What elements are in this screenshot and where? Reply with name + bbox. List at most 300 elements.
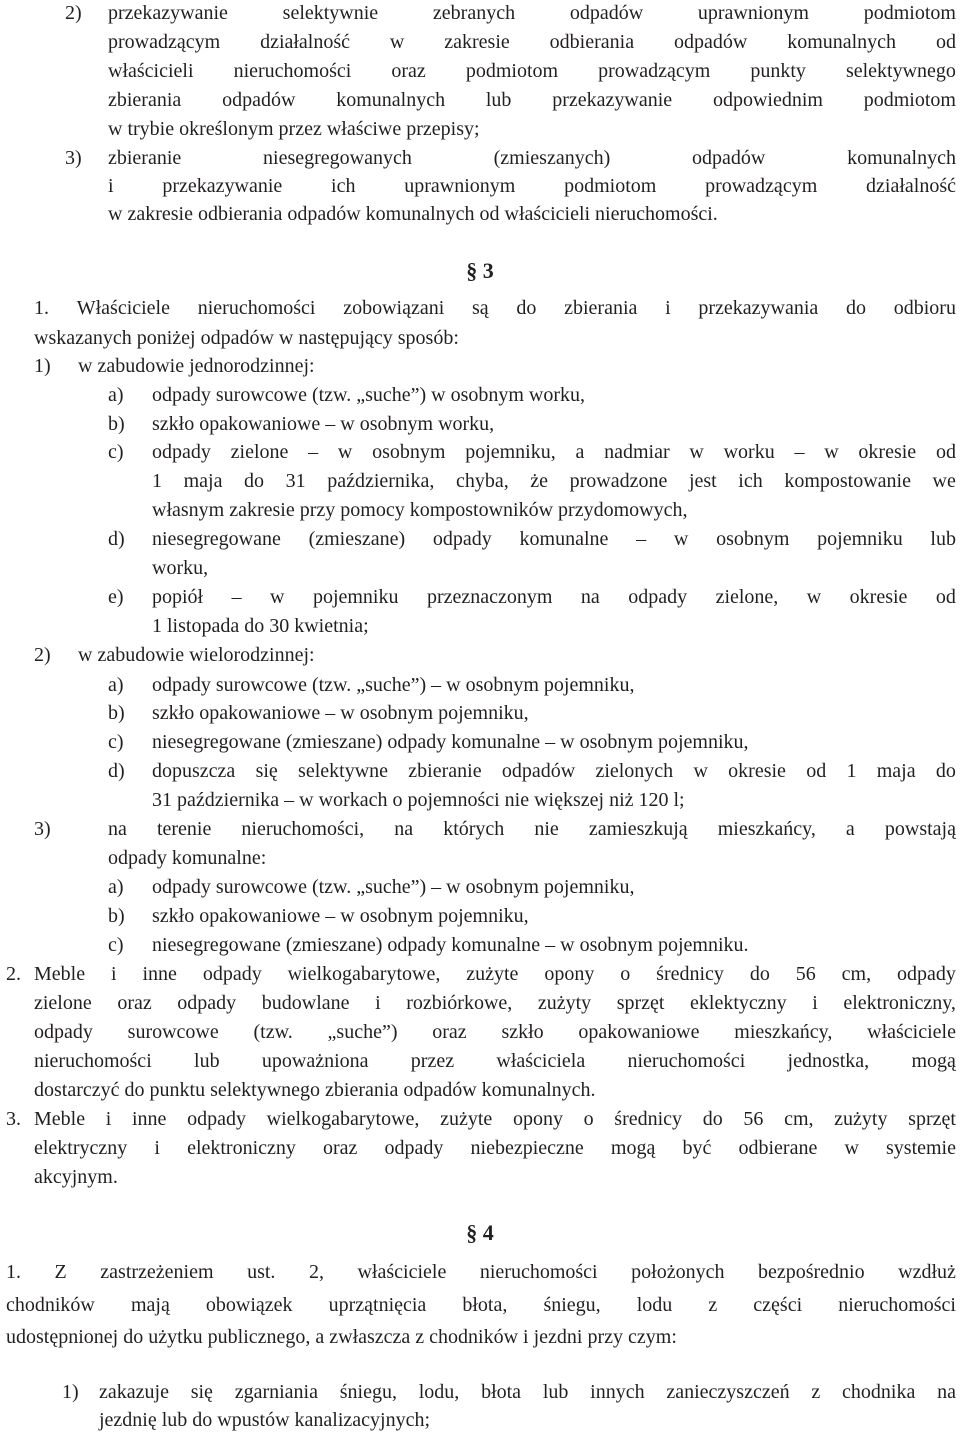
- word: oraz: [432, 1021, 467, 1043]
- word: lub: [542, 1381, 569, 1403]
- line-text: dostarczyć do punktu selektywnego zbierania odpadów komunalnych.: [34, 1079, 596, 1101]
- text-line: [152, 410, 752, 439]
- word: obowiązek: [205, 1294, 293, 1316]
- word: odpadów: [673, 31, 748, 53]
- word: zużyty: [834, 1108, 888, 1130]
- text-line: [34, 1134, 956, 1163]
- word: i: [154, 1137, 160, 1159]
- word: właściciele: [867, 1021, 956, 1043]
- word: o: [620, 963, 631, 985]
- word: Meble: [34, 963, 86, 985]
- section-4-heading: [400, 1218, 560, 1247]
- text-line: [152, 612, 956, 641]
- word: budowlane: [261, 992, 350, 1014]
- item-2-marker: 2): [65, 2, 82, 24]
- word: w: [689, 441, 704, 463]
- text-line: [152, 699, 852, 728]
- word: zamieszkują: [588, 818, 688, 840]
- word: dopuszcza: [152, 760, 236, 782]
- word: działalność: [866, 175, 956, 197]
- word: zebranych: [432, 2, 516, 24]
- line-text: w trybie określonym przez właściwe przepisy;: [108, 118, 480, 140]
- word: odpady: [187, 1108, 246, 1130]
- word: być: [682, 1137, 712, 1159]
- sub2-marker: 2): [34, 644, 51, 666]
- word: chodnika: [842, 1381, 916, 1403]
- word: mają: [130, 1294, 170, 1316]
- text-line: [152, 728, 912, 757]
- word: działalność: [260, 31, 351, 53]
- text-line: [6, 1291, 956, 1320]
- word: sprzęt: [616, 992, 665, 1014]
- word: odbierane: [738, 1137, 818, 1159]
- word: punkty: [750, 60, 806, 82]
- word: uprawnionym: [404, 175, 516, 197]
- list-marker: e): [108, 586, 124, 608]
- word: na: [580, 586, 600, 608]
- word: przekazywanie: [552, 89, 673, 111]
- word: od: [935, 586, 956, 608]
- sec4-sub1-marker: 1): [62, 1381, 79, 1403]
- word: inne: [132, 1108, 167, 1130]
- word: 56: [795, 963, 816, 985]
- word: pojemniku: [312, 586, 399, 608]
- text-line: [108, 57, 956, 86]
- word: błota,: [462, 1294, 508, 1316]
- list-marker: d): [108, 760, 125, 782]
- p3-marker: 3.: [6, 1108, 21, 1130]
- word: komunalnych: [847, 147, 956, 169]
- word: zbierania: [564, 297, 638, 319]
- word: w: [389, 31, 405, 53]
- word: elektroniczny,: [843, 992, 956, 1014]
- word: –: [231, 586, 242, 608]
- word: oraz: [117, 992, 152, 1014]
- word: do: [935, 760, 956, 782]
- word: pojemniku,: [465, 441, 556, 463]
- word: ich: [331, 175, 356, 197]
- line-text: wskazanych poniżej odpadów w następujący sposób:: [34, 327, 459, 349]
- word: jest: [688, 470, 717, 492]
- word: –: [794, 441, 805, 463]
- text-line: [152, 671, 852, 700]
- text-line: [108, 172, 956, 201]
- word: selektywne: [298, 760, 389, 782]
- word: wzdłuż: [898, 1261, 956, 1283]
- text-line: [34, 1047, 956, 1076]
- word: zielone,: [715, 586, 779, 608]
- word: do: [516, 297, 537, 319]
- word: odpadów: [569, 2, 644, 24]
- word: okresie: [858, 441, 917, 463]
- word: Z: [54, 1261, 67, 1283]
- line-text: udostępnionej do użytku publicznego, a zwłaszcza z chodników i jezdni przy czym:: [6, 1326, 677, 1348]
- word: pojemniku: [817, 528, 903, 550]
- word: ich: [738, 470, 763, 492]
- word: odpady: [34, 1021, 93, 1043]
- p2-marker: 2.: [6, 963, 21, 985]
- word: opony: [544, 963, 595, 985]
- line-text: 1 listopada do 30 kwietnia;: [152, 615, 369, 637]
- word: właścicieli: [108, 60, 194, 82]
- word: terenie: [156, 818, 212, 840]
- word: przeznaczonym: [426, 586, 553, 608]
- word: nieruchomości,: [241, 818, 365, 840]
- word: komunalne: [519, 528, 609, 550]
- text-line: [152, 757, 956, 786]
- word: mogą: [911, 1050, 956, 1072]
- text-line: [34, 1076, 956, 1105]
- word: właściciela: [496, 1050, 586, 1072]
- word: zużyty: [537, 992, 592, 1014]
- word: części: [753, 1294, 803, 1316]
- word: innych: [590, 1381, 645, 1403]
- word: się: [190, 1381, 213, 1403]
- word: niebezpieczne: [470, 1137, 584, 1159]
- word: na: [108, 818, 127, 840]
- word: w: [824, 441, 839, 463]
- word: eklektyczny: [690, 992, 787, 1014]
- word: przekazywania: [698, 297, 819, 319]
- word: o: [583, 1108, 594, 1130]
- line-text: akcyjnym.: [34, 1166, 118, 1188]
- text-line: [152, 786, 956, 815]
- text-line: [6, 1258, 956, 1287]
- word: maja: [876, 760, 916, 782]
- word: 31: [285, 470, 306, 492]
- word: nie: [534, 818, 559, 840]
- word: –: [636, 528, 647, 550]
- line-text: jezdnię lub do wpustów kanalizacyjnych;: [99, 1409, 431, 1431]
- word: odpady: [177, 992, 237, 1014]
- word: zanieczyszczeń: [666, 1381, 790, 1403]
- word: selektywnie: [282, 2, 379, 24]
- word: są: [471, 297, 489, 319]
- line-text: niesegregowane (zmieszane) odpady komunalne – w osobnym pojemniku,: [152, 731, 749, 753]
- word: nieruchomości: [34, 1050, 152, 1072]
- sub3-marker: 3): [34, 818, 51, 840]
- word: odpadów: [501, 760, 576, 782]
- text-line: [152, 525, 956, 554]
- text-line: [34, 960, 956, 989]
- word: i: [375, 992, 381, 1014]
- line-text: 31 października – w workach o pojemności nie większej niż 120 l;: [152, 789, 685, 811]
- word: do: [244, 470, 265, 492]
- sub1-marker: 1): [34, 355, 51, 377]
- line-text: odpady surowcowe (tzw. „suche”) – w osobnym pojemniku,: [152, 674, 635, 696]
- word: (zmieszane): [308, 528, 406, 550]
- word: właściciele: [357, 1261, 447, 1283]
- word: komunalnych: [336, 89, 446, 111]
- word: nieruchomości: [627, 1050, 746, 1072]
- word: osobnym: [372, 441, 446, 463]
- word: że: [530, 470, 549, 492]
- word: chodników: [6, 1294, 95, 1316]
- text-line: [152, 902, 852, 931]
- word: od: [935, 441, 956, 463]
- word: i: [665, 297, 671, 319]
- word: października,: [327, 470, 435, 492]
- text-line: [34, 1018, 956, 1047]
- word: z: [708, 1294, 718, 1316]
- word: elektroniczny: [187, 1137, 296, 1159]
- word: elektryczny: [34, 1137, 128, 1159]
- list-marker: a): [108, 674, 124, 696]
- word: zielonych: [595, 760, 674, 782]
- word: cm,: [841, 963, 872, 985]
- word: zakazuje: [99, 1381, 169, 1403]
- list-marker: a): [108, 876, 124, 898]
- word: odbioru: [893, 297, 956, 319]
- text-line: [99, 1378, 956, 1407]
- line-text: w zabudowie jednorodzinnej:: [78, 355, 315, 377]
- word: –: [308, 441, 319, 463]
- word: wielkogabarytowe,: [287, 963, 441, 985]
- line-text: odpady surowcowe (tzw. „suche”) – w osobnym pojemniku,: [152, 876, 635, 898]
- word: nieruchomości: [838, 1294, 956, 1316]
- word: zastrzeżeniem: [100, 1261, 214, 1283]
- word: lub: [194, 1050, 220, 1072]
- word: w: [337, 441, 353, 463]
- line-text: odpady surowcowe (tzw. „suche”) w osobnym worku,: [152, 384, 586, 406]
- line-text: w zabudowie wielorodzinnej:: [78, 644, 315, 666]
- word: odpadów: [222, 89, 296, 111]
- text-line: [152, 873, 852, 902]
- text-line: [99, 1406, 956, 1435]
- word: uprzątnięcia: [328, 1294, 427, 1316]
- word: zielone: [34, 992, 92, 1014]
- text-line: [152, 438, 956, 467]
- item-3-marker: 3): [65, 147, 82, 169]
- word: których: [443, 818, 505, 840]
- word: powstają: [884, 818, 956, 840]
- list-marker: c): [108, 934, 124, 956]
- word: ust.: [247, 1261, 276, 1283]
- section-3-heading: [400, 256, 560, 285]
- word: okresie: [849, 586, 908, 608]
- word: a: [845, 818, 855, 840]
- word: upoważniona: [261, 1050, 369, 1072]
- word: lodu,: [418, 1381, 460, 1403]
- word: selektywnego: [845, 60, 956, 82]
- list-marker: b): [108, 702, 125, 724]
- list-marker: c): [108, 441, 124, 463]
- word: zielone: [230, 441, 289, 463]
- word: śniegu,: [543, 1294, 601, 1316]
- word: i: [105, 1108, 112, 1130]
- word: 1.: [34, 297, 49, 319]
- word: inne: [142, 963, 177, 985]
- word: rozbiórkowe,: [406, 992, 513, 1014]
- word: niesegregowanych: [263, 147, 412, 169]
- word: położonych: [631, 1261, 725, 1283]
- text-line: [34, 294, 956, 323]
- word: zużyte: [466, 963, 519, 985]
- word: uprawnionym: [697, 2, 809, 24]
- text-line: [108, 115, 956, 144]
- word: mogą: [610, 1137, 656, 1159]
- word: oraz: [391, 60, 426, 82]
- text-line: [78, 352, 478, 381]
- word: niesegregowane: [152, 528, 281, 550]
- line-text: szkło opakowaniowe – w osobnym worku,: [152, 413, 495, 435]
- word: zakresie: [444, 31, 510, 53]
- word: podmiotom: [863, 89, 956, 111]
- word: odbierania: [549, 31, 635, 53]
- word: odpady: [152, 441, 211, 463]
- word: przekazywanie: [108, 2, 228, 24]
- word: 1: [152, 470, 162, 492]
- word: 56: [743, 1108, 764, 1130]
- text-line: [108, 144, 956, 173]
- section-3-heading-text: § 3: [466, 258, 494, 283]
- word: systemie: [886, 1137, 956, 1159]
- word: zobowiązani: [343, 297, 445, 319]
- word: Meble: [34, 1108, 86, 1130]
- text-line: [152, 583, 956, 612]
- text-line: [108, 28, 956, 57]
- text-line: [34, 989, 956, 1018]
- word: okresie: [728, 760, 786, 782]
- text-line: [6, 1323, 956, 1352]
- word: lub: [485, 89, 512, 111]
- word: popiół: [152, 586, 204, 608]
- word: zbierania: [108, 89, 182, 111]
- word: średnicy: [614, 1108, 683, 1130]
- word: się: [255, 760, 278, 782]
- text-line: [108, 844, 956, 873]
- word: do: [846, 297, 867, 319]
- text-line: [108, 815, 956, 844]
- word: maja: [183, 470, 223, 492]
- word: odpady: [432, 528, 492, 550]
- word: prowadzącym: [705, 175, 818, 197]
- word: w: [806, 586, 822, 608]
- word: odpady: [896, 963, 956, 985]
- word: oraz: [323, 1137, 358, 1159]
- line-text: niesegregowane (zmieszane) odpady komunalne – w osobnym pojemniku.: [152, 934, 749, 956]
- word: (zmieszanych): [493, 147, 611, 169]
- word: cm,: [784, 1108, 814, 1130]
- word: przekazywanie: [162, 175, 283, 197]
- word: w: [844, 1137, 859, 1159]
- word: błota: [481, 1381, 522, 1403]
- word: nieruchomości: [197, 297, 316, 319]
- word: opakowaniowe: [578, 1021, 700, 1043]
- word: 1.: [6, 1261, 21, 1283]
- text-line: [34, 324, 956, 353]
- word: zużyte: [440, 1108, 493, 1130]
- word: zbieranie: [108, 147, 182, 169]
- word: chyba,: [455, 470, 509, 492]
- word: 2,: [308, 1261, 324, 1283]
- list-marker: b): [108, 413, 125, 435]
- word: osobnym: [716, 528, 790, 550]
- text-line: [152, 931, 922, 960]
- word: mieszkańcy,: [734, 1021, 833, 1043]
- word: i: [108, 175, 114, 197]
- word: nieruchomości: [233, 60, 352, 82]
- word: i: [812, 992, 818, 1014]
- word: z: [811, 1381, 821, 1403]
- word: odpady: [202, 963, 262, 985]
- word: opony: [512, 1108, 563, 1130]
- line-text: własnym zakresie przy pomocy kompostowników przydomowych,: [152, 499, 688, 521]
- text-line: [78, 641, 478, 670]
- section-4-heading-text: § 4: [466, 1220, 494, 1245]
- text-line: [108, 0, 956, 28]
- list-marker: d): [108, 528, 125, 550]
- word: do: [749, 963, 770, 985]
- word: odpowiednim: [712, 89, 823, 111]
- word: średnicy: [656, 963, 724, 985]
- word: podmiotom: [465, 60, 559, 82]
- word: zbieranie: [408, 760, 482, 782]
- word: sprzęt: [908, 1108, 956, 1130]
- word: jednostka,: [787, 1050, 870, 1072]
- word: na: [937, 1381, 956, 1403]
- word: „suche”): [327, 1021, 398, 1043]
- list-marker: c): [108, 731, 124, 753]
- word: od: [806, 760, 827, 782]
- word: nieruchomości: [479, 1261, 598, 1283]
- word: przez: [410, 1050, 455, 1072]
- word: nadmiar: [604, 441, 670, 463]
- word: odpady: [628, 586, 688, 608]
- word: wielkogabarytowe,: [266, 1108, 420, 1130]
- word: we: [932, 470, 956, 492]
- line-text: worku,: [152, 557, 209, 579]
- list-marker: a): [108, 384, 124, 406]
- text-line: [108, 86, 956, 115]
- word: zgarniania: [234, 1381, 318, 1403]
- word: śniegu,: [339, 1381, 397, 1403]
- word: odpadów: [692, 147, 766, 169]
- word: podmiotom: [863, 2, 956, 24]
- word: a: [575, 441, 585, 463]
- word: w: [693, 760, 708, 782]
- word: mieszkańcy,: [717, 818, 816, 840]
- word: Właściciele: [76, 297, 170, 319]
- text-line: [34, 1163, 956, 1192]
- word: worku: [723, 441, 775, 463]
- word: w: [673, 528, 689, 550]
- word: surowcowe: [127, 1021, 219, 1043]
- word: i: [111, 963, 117, 985]
- word: bezpośrednio: [757, 1261, 865, 1283]
- word: 1: [846, 760, 857, 782]
- text-line: [34, 1105, 956, 1134]
- text-line: [152, 381, 752, 410]
- word: lub: [930, 528, 956, 550]
- word: kompostowanie: [784, 470, 911, 492]
- word: komunalnych: [787, 31, 897, 53]
- word: odpady: [384, 1137, 444, 1159]
- word: szkło: [501, 1021, 544, 1043]
- line-text: odpady komunalne:: [108, 847, 267, 869]
- text-line: [108, 200, 956, 229]
- word: prowadzącym: [598, 60, 711, 82]
- text-line: [152, 467, 956, 496]
- line-text: szkło opakowaniowe – w osobnym pojemniku,: [152, 905, 529, 927]
- word: od: [935, 31, 956, 53]
- word: do: [702, 1108, 723, 1130]
- list-marker: b): [108, 905, 125, 927]
- text-line: [152, 554, 956, 583]
- word: w: [270, 586, 285, 608]
- word: podmiotom: [564, 175, 657, 197]
- word: lodu: [636, 1294, 673, 1316]
